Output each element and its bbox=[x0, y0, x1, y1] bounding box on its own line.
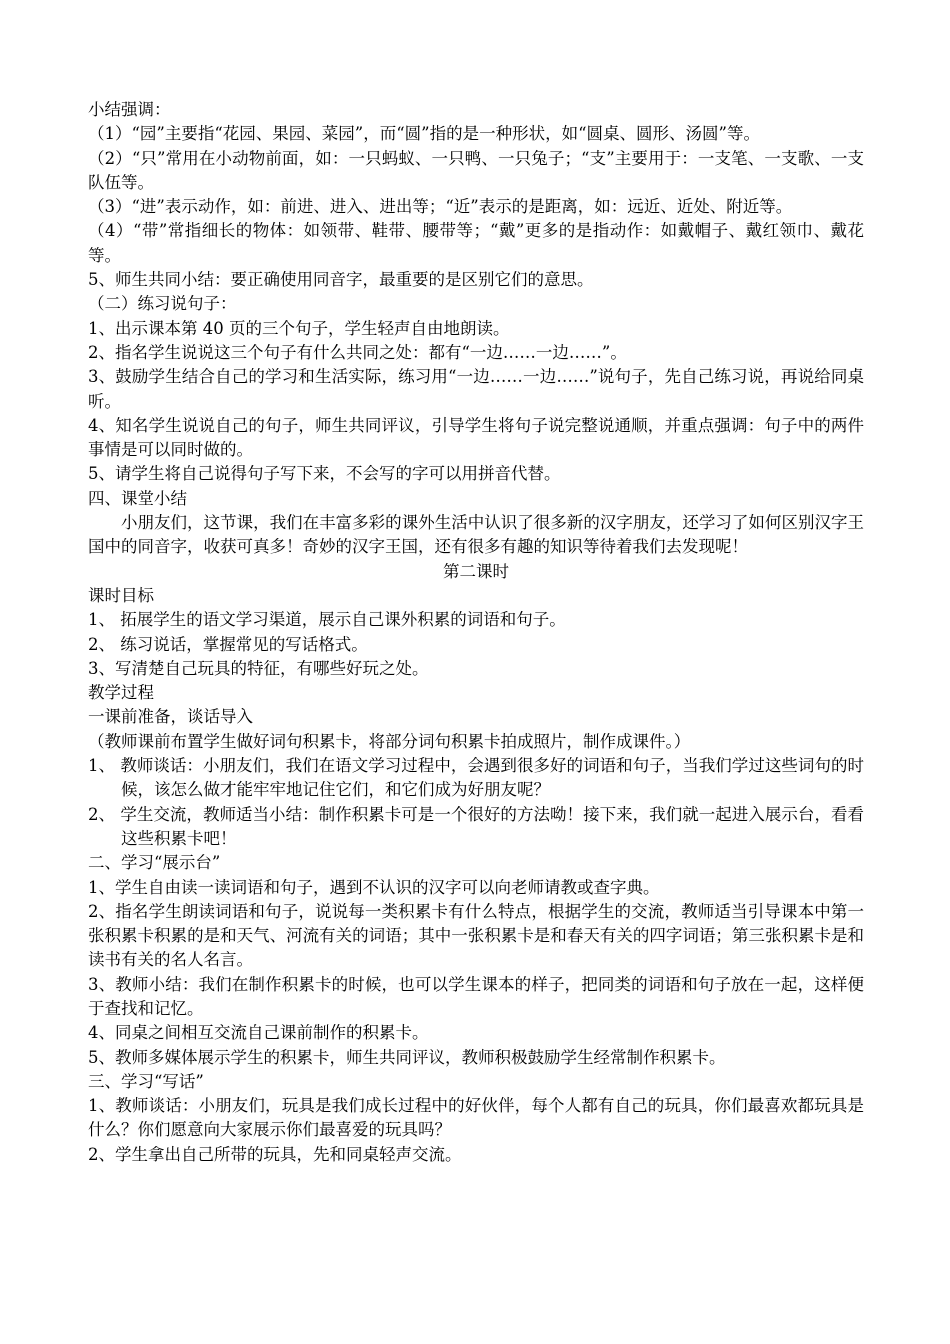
summary-point-5: 5、师生共同小结：要正确使用同音字，最重要的是区别它们的意思。 bbox=[88, 270, 594, 290]
practice-item-2: 2、指名学生说说这三个句子有什么共同之处：都有“一边……一边……”。 bbox=[88, 342, 627, 362]
step2-item-4: 4、同桌之间相互交流自己课前制作的积累卡。 bbox=[88, 1023, 429, 1043]
practice-item-4: 4、知名学生说说自己的句子，师生共同评议，引导学生将句子说完整说通顺，并重点强调：句子中的两件事情是可以同时做的。 bbox=[88, 415, 864, 460]
practice-item-5: 5、请学生将自己说得句子写下来，不会写的字可以用拼音代替。 bbox=[88, 464, 561, 484]
step2-item-5: 5、教师多媒体展示学生的积累卡，师生共同评议，教师积极鼓励学生经常制作积累卡。 bbox=[88, 1047, 726, 1067]
step2-item-2: 2、指名学生朗读词语和句子，说说每一类积累卡有什么特点，根据学生的交流，教师适当引导课本中第一张积累卡积累的是和天气、河流有关的词语；其中一张积累卡是和春天有关的四字词语；第三张积累卡是和读书有关的名人名言。 bbox=[88, 901, 864, 970]
goal-item-1: 1、 拓展学生的语文学习渠道，展示自己课外积累的词语和句子。 bbox=[88, 610, 566, 630]
step3-title: 三、学习“写话” bbox=[88, 1071, 204, 1091]
goal-item-2: 2、 练习说话，掌握常见的写话格式。 bbox=[88, 634, 368, 654]
step2-item-3: 3、教师小结：我们在制作积累卡的时候，也可以学生课本的样子，把同类的词语和句子放在一起，这样便于查找和记忆。 bbox=[88, 974, 864, 1018]
practice-item-3: 3、鼓励学生结合自己的学习和生活实际，练习用“一边……一边……”说句子，先自己练习说，再说给同桌听。 bbox=[88, 367, 864, 411]
class-summary-title: 四、课堂小结 bbox=[88, 488, 187, 508]
step1-item-1: 1、 教师谈话：小朋友们，我们在语文学习过程中，会遇到很多好的词语和句子，当我们学过这些词句的时候，该怎么做才能牢牢地记住它们，和它们成为好朋友呢？ bbox=[88, 756, 864, 800]
summary-item-4: （4）“带”常指细长的物体：如领带、鞋带、腰带等；“戴”更多的是指动作：如戴帽子、戴红领巾、戴花等。 bbox=[88, 221, 864, 265]
process-title: 教学过程 bbox=[88, 683, 154, 703]
document-page bbox=[88, 98, 864, 1167]
step3-item-2: 2、学生拿出自己所带的玩具，先和同桌轻声交流。 bbox=[88, 1144, 462, 1164]
summary-item-1: （1）“园”主要指“花园、果园、菜园”，而“圆”指的是一种形状，如“圆桌、圆形、汤圆”等。 bbox=[88, 124, 760, 144]
practice-title: （二）练习说句子： bbox=[88, 294, 237, 314]
step3-item-1: 1、教师谈话：小朋友们，玩具是我们成长过程中的好伙伴，每个人都有自己的玩具，你们最喜欢都玩具是什么？你们愿意向大家展示你们最喜爱的玩具吗？ bbox=[88, 1096, 864, 1140]
goal-item-3: 3、写清楚自己玩具的特征，有哪些好玩之处。 bbox=[88, 658, 429, 678]
step1-title: 一课前准备，谈话导入 bbox=[88, 707, 253, 727]
step1-item-2: 2、 学生交流，教师适当小结：制作积累卡可是一个很好的方法呦！接下来，我们就一起进入展示台，看看这些积累卡吧！ bbox=[88, 804, 864, 848]
step1-note: （教师课前布置学生做好词句积累卡，将部分词句积累卡拍成照片，制作成课件。） bbox=[88, 731, 691, 751]
lesson-title: 第二课时 bbox=[443, 561, 509, 581]
practice-item-1: 1、出示课本第 40 页的三个句子，学生轻声自由地朗读。 bbox=[88, 318, 510, 338]
step2-item-1: 1、学生自由读一读词语和句子，遇到不认识的汉字可以向老师请教或查字典。 bbox=[88, 877, 660, 897]
summary-item-3: （3）“进”表示动作，如：前进、进入、进出等；“近”表示的是距离，如：远近、近处、附近等。 bbox=[88, 197, 793, 217]
summary-item-2: （2）“只”常用在小动物前面，如：一只蚂蚁、一只鸭、一只兔子；“支”主要用于：一支笔、一支歌、一支队伍等。 bbox=[88, 148, 864, 192]
summary-title: 小结强调： bbox=[88, 100, 171, 119]
step2-title: 二、学习“展示台” bbox=[88, 853, 221, 873]
goals-title: 课时目标 bbox=[88, 585, 154, 605]
class-summary-text: 小朋友们，这节课，我们在丰富多彩的课外生活中认识了很多新的汉字朋友，还学习了如何区别汉字王国中的同音字，收获可真多！奇妙的汉字王国，还有很多有趣的知识等待着我们去发现呢！ bbox=[88, 513, 864, 557]
